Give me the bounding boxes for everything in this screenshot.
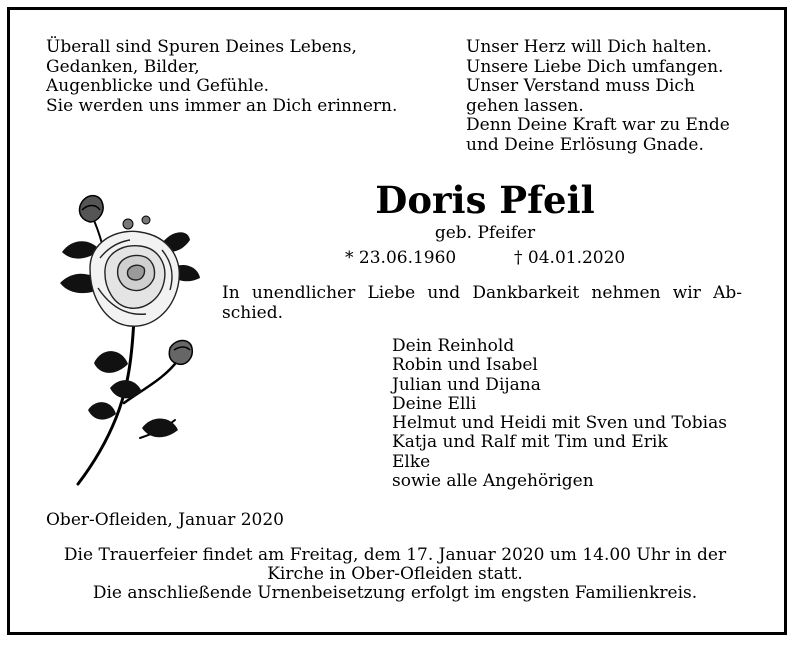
farewell-text xyxy=(222,283,742,323)
poem-line: Überall sind Spuren Deines Lebens, xyxy=(46,37,357,57)
mourner: Katja und Ralf mit Tim und Erik xyxy=(392,432,668,453)
poem-right xyxy=(466,38,730,156)
farewell-line: schied. xyxy=(222,303,283,323)
farewell-line: In unendlicher Liebe und Dankbarkeit nehmen wir Ab- xyxy=(222,283,742,303)
poem-line: gehen lassen. xyxy=(466,95,584,116)
service-line: Die anschließende Urnenbeisetzung erfolgt im engsten Familienkreis. xyxy=(92,583,698,604)
death-date: † 04.01.2020 xyxy=(514,248,626,268)
poem-line: Augenblicke und Gefühle. xyxy=(46,76,270,97)
service-line: Die Trauerfeier findet am Freitag, dem 17. Januar 2020 um 14.00 Uhr in der xyxy=(63,545,727,565)
service-line: Kirche in Ober-Ofleiden statt. xyxy=(267,564,523,585)
mourner: Elke xyxy=(392,451,431,472)
poem-line: Denn Deine Kraft war zu Ende xyxy=(466,115,730,136)
rose-icon xyxy=(50,188,210,488)
mourner: Julian und Dijana xyxy=(392,374,541,395)
service-info xyxy=(30,546,760,604)
maiden-name: geb. Pfeifer xyxy=(434,223,536,243)
poem-line: Sie werden uns immer an Dich erinnern. xyxy=(46,95,398,116)
deceased-name: Doris Pfeil xyxy=(375,178,595,222)
mourner: Robin und Isabel xyxy=(392,355,538,376)
poem-left xyxy=(46,38,397,116)
poem-line: Unser Verstand muss Dich xyxy=(466,76,695,97)
poem-line: Gedanken, Bilder, xyxy=(46,56,200,77)
birth-date: * 23.06.1960 xyxy=(345,248,457,268)
mourner: Dein Reinhold xyxy=(392,336,515,356)
poem-line: Unser Herz will Dich halten. xyxy=(466,37,712,57)
mourner: sowie alle Angehörigen xyxy=(392,471,594,492)
place-date: Ober-Ofleiden, Januar 2020 xyxy=(46,510,284,530)
poem-line: Unsere Liebe Dich umfangen. xyxy=(466,56,724,77)
mourner: Deine Elli xyxy=(392,393,477,414)
mourners-list xyxy=(392,337,727,491)
poem-line: und Deine Erlösung Gnade. xyxy=(466,134,704,155)
mourner: Helmut und Heidi mit Sven und Tobias xyxy=(392,413,727,434)
